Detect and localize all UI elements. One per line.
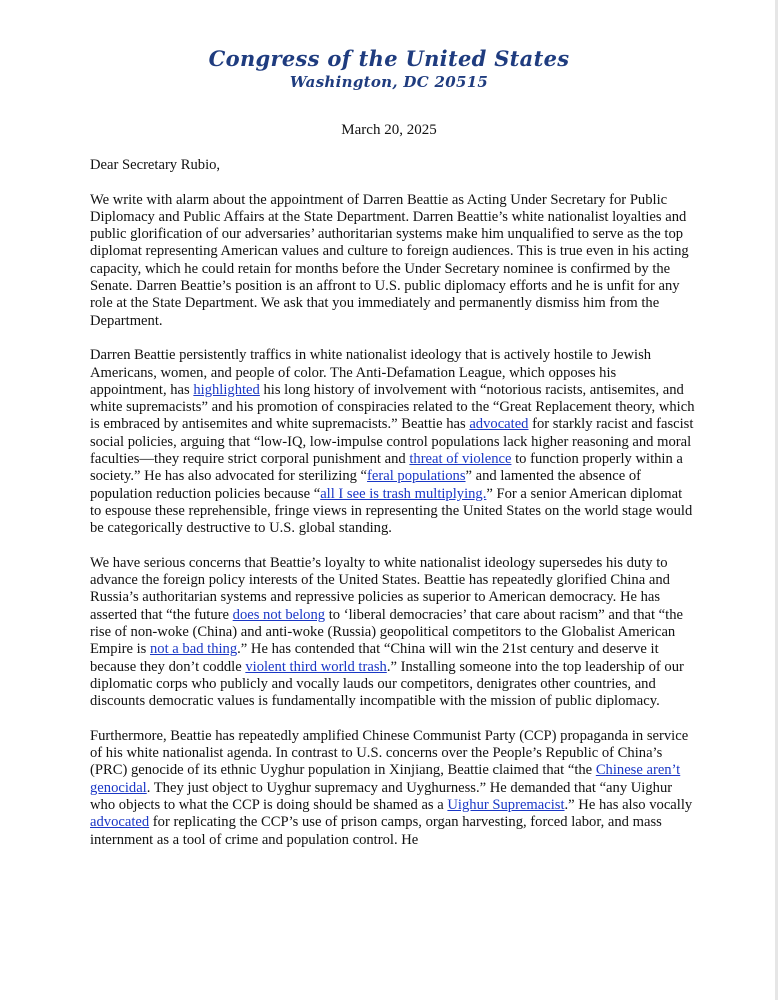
letter-date: March 20, 2025	[341, 122, 437, 138]
link-highlighted[interactable]: highlighted	[193, 381, 260, 398]
letterhead-subtitle: Washington, DC 20515	[289, 73, 489, 91]
link-feral-populations[interactable]: feral populations	[367, 468, 466, 485]
paragraph-3	[90, 555, 696, 711]
link-does-not-belong[interactable]: does not belong	[232, 606, 326, 623]
text-segment: Furthermore, Beattie has repeatedly amplified Chinese Communist Party (CCP) propaganda in service of his white nationalist agenda. In contrast to U.S. concerns over the People’s Republic of China’s (PRC) genocide of its ethnic Uyghur population in Xinjiang, Beattie claimed that “the	[90, 727, 689, 779]
link-chinese-arent-genocidal[interactable]: Chinese aren’t genocidal	[90, 762, 681, 796]
text-segment: .” He has contended that “China will win the 21st century and deserve it because they don’t coddle	[90, 641, 659, 675]
text-segment: Darren Beattie persistently traffics in white nationalist ideology that is actively hostile to Jewish Americans, women, and people of color. The Anti-Defamation League, which opposes his appointment, has	[90, 347, 652, 398]
link-threat-of-violence[interactable]: threat of violence	[409, 451, 512, 468]
text-segment: .” Installing someone into the top leadership of our diplomatic corps who publicly and vocally lauds our competitors, denigrates other countries, and discounts democratic values is fundamentally incompatible with the mission of public diplomacy.	[90, 658, 684, 710]
paragraph-2	[90, 347, 696, 537]
text-segment: ” and lamented the absence of population reduction policies because “	[90, 468, 641, 502]
letterhead	[0, 46, 778, 92]
text-segment: to function properly within a society.” He has also advocated for sterilizing “	[90, 451, 683, 485]
link-advocated[interactable]: advocated	[469, 416, 529, 433]
letter-body	[90, 157, 696, 866]
letterhead-title: Congress of the United States	[208, 46, 570, 71]
link-trash-multiplying[interactable]: all I see is trash multiplying.	[320, 485, 487, 502]
text-segment: his long history of involvement with “notorious racists, antisemites, and white supremacists” and his promotion of conspiracies related to the “Great Replacement theory, which is embraced by antisemites and white supremacists.” Beattie has	[90, 381, 695, 433]
link-not-a-bad-thing[interactable]: not a bad thing	[150, 641, 238, 658]
text-segment: We have serious concerns that Beattie’s loyalty to white nationalist ideology supersedes his duty to advance the foreign policy interests of the United States. Beattie has repeatedly glorified China and Russia’s authoritarian systems and repressive policies as superior to American democracy. He has asserted that “the future	[90, 554, 670, 623]
link-violent-third-world-trash[interactable]: violent third world trash	[245, 658, 387, 675]
text-segment: We write with alarm about the appointment of Darren Beattie as Acting Under Secretary for Public Diplomacy and Public Affairs at the State Department. Darren Beattie’s white nationalist loyalties and public glorification of our adversaries’ authoritarian systems make him unqualified to serve as the top diplomat representing American values and culture to foreign audiences. This is true even in his acting capacity, which he could retain for months before the Under Secretary nominee is confirmed by the Senate. Darren Beattie’s position is an affront to U.S. public diplomacy efforts and he is unfit for any role at the State Department. We ask that you immediately and permanently dismiss him from the Department.	[90, 191, 689, 329]
salutation: Dear Secretary Rubio,	[90, 157, 221, 173]
paragraph-4	[90, 728, 696, 849]
link-advocated-ccp[interactable]: advocated	[90, 814, 150, 831]
text-segment: for starkly racist and fascist social policies, arguing that “low-IQ, low-impulse control populations lack higher reasoning and moral faculties—they require strict corporal punishment and	[90, 416, 694, 468]
text-segment: .” He has also vocally	[564, 796, 693, 813]
paragraph-1	[90, 192, 696, 330]
text-segment: to ‘liberal democracies’ that care about racism” and that “the rise of non-woke (China) and anti-woke (Russia) geopolitical competitors to the Globalist American Empire is	[90, 606, 683, 658]
text-segment: ” For a senior American diplomat to espouse these reprehensible, fringe views in representing the United States on the world stage would be categorically destructive to U.S. global standing.	[90, 485, 693, 537]
link-uighur-supremacist[interactable]: Uighur Supremacist	[447, 796, 565, 813]
text-segment: . They just object to Uyghur supremacy and Uyghurness.” He demanded that “any Uighur who objects to what the CCP is doing should be shamed as a	[90, 779, 673, 813]
text-segment: for replicating the CCP’s use of prison camps, organ harvesting, forced labor, and mass internment as a tool of crime and population control. He	[90, 814, 662, 848]
